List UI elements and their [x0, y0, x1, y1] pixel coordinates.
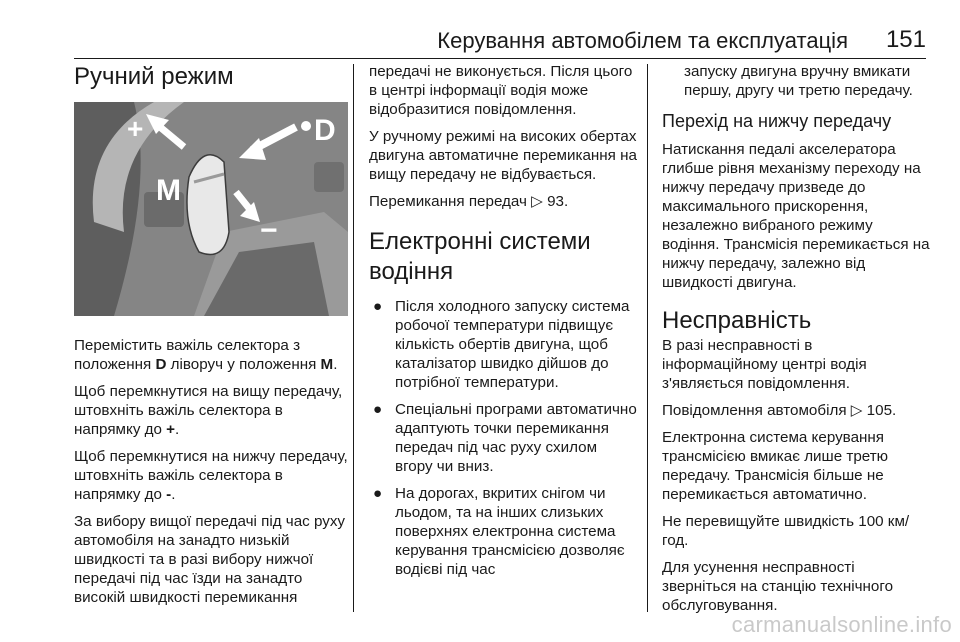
paragraph-vehicle-messages-ref: Повідомлення автомобіля ▷ 105.: [662, 402, 897, 419]
subheading-kickdown: Перехід на нижчу передачу: [662, 111, 892, 131]
page-ref-arrow-icon[interactable]: ▷: [531, 193, 548, 210]
d-position-dot: [301, 121, 311, 131]
paragraph-speed-limit: Не перевищуйте швидкість 100 км/год.: [662, 513, 910, 549]
column-3: [662, 62, 930, 623]
column-2: [369, 62, 637, 587]
watermark: carmanualsonline.info: [731, 612, 952, 637]
page-ref-93[interactable]: 93.: [547, 193, 569, 210]
paragraph-kickdown: Натискання педалі акселератора глибше рівня механізму переходу на нижчу передачу призведе до максимального прискорення, незалежно вибраного режиму водіння. Трансмісія перемикається на нижчу передачу, залежно від швидкості двигуна.: [662, 141, 930, 291]
paragraph-move-selector: Перемістить важіль селектора з положення D ліворуч у положення M.: [74, 337, 338, 373]
list-item: ● Спеціальні програми автоматично адаптують точки перемикання передач під час руху схилом вгору чи вниз.: [373, 401, 637, 475]
bullet-list: [369, 297, 637, 579]
paragraph-fault-message: В разі несправності в інформаційному центрі водія з'являється повідомлення.: [662, 337, 867, 392]
paragraph-high-rpm: У ручному режимі на високих обертах двигуна автоматичне перемикання на вищу передачу не відбувається.: [369, 128, 637, 183]
section-heading-manual-mode: Ручний режим: [74, 63, 234, 90]
paragraph-downshift: Щоб перемкнутися на нижчу передачу, штовхніть важіль селектора в напрямку до -.: [74, 448, 348, 503]
label-plus: +: [127, 113, 144, 144]
column-1: [74, 62, 348, 615]
list-item: ● На дорогах, вкритих снігом чи льодом, та на інших слизьких поверхнях електронна система керування трансмісією дозволяє водієві під час: [373, 485, 625, 578]
gear-selector-figure: [74, 102, 348, 316]
page-ref-arrow-icon[interactable]: ▷: [850, 402, 867, 419]
column-divider-2: [647, 64, 648, 612]
label-minus: −: [260, 214, 278, 247]
section-heading-electronic-systems: Електронні системи водіння: [369, 228, 591, 285]
console-knob: [314, 162, 344, 192]
running-title: Керування автомобілем та експлуатація: [437, 28, 848, 53]
gear-lever-knob: [187, 155, 229, 255]
column-divider-1: [353, 64, 354, 612]
paragraph-message-info: передачі не виконується. Після цього в центрі інформації водія може відобразитися повідомлення.: [369, 63, 633, 118]
paragraph-upshift: Щоб перемкнутися на вищу передачу, штовхніть важіль селектора в напрямку до +.: [74, 383, 343, 438]
paragraph-gear-shift-ref: Перемикання передач ▷ 93.: [369, 193, 569, 210]
paragraph-service: Для усунення несправності зверніться на станцію технічного обслуговування.: [662, 559, 894, 614]
label-m: M: [156, 174, 181, 207]
paragraph-speed-warning: За вибору вищої передачі під час руху автомобіля на занадто низькій швидкості та в разі вибору нижчої передачі під час їзди на занадто високій швидкості перемикання: [74, 513, 346, 606]
label-d: D: [314, 114, 336, 147]
page-ref-105[interactable]: 105.: [866, 402, 897, 419]
bullet-dot-icon: ●: [373, 485, 383, 502]
page-header: [74, 22, 926, 56]
paragraph-continued-bullet: запуску двигуна вручну вмикати першу, другу чи третю передачу.: [684, 63, 913, 99]
list-item: ● Після холодного запуску система робочої температури підвищує кількість обертів двигуна, щоб каталізатор швидко дійшов до потрібної температури.: [373, 298, 630, 391]
section-heading-fault: Несправність: [662, 307, 812, 334]
page-number: 151: [885, 26, 926, 53]
bullet-dot-icon: ●: [373, 401, 383, 418]
paragraph-third-gear: Електронна система керування трансмісією вмикає лише третю передачу. Трансмісія більше не перемикається автоматично.: [662, 429, 889, 503]
header-rule: [74, 58, 926, 59]
bullet-dot-icon: ●: [373, 298, 383, 315]
